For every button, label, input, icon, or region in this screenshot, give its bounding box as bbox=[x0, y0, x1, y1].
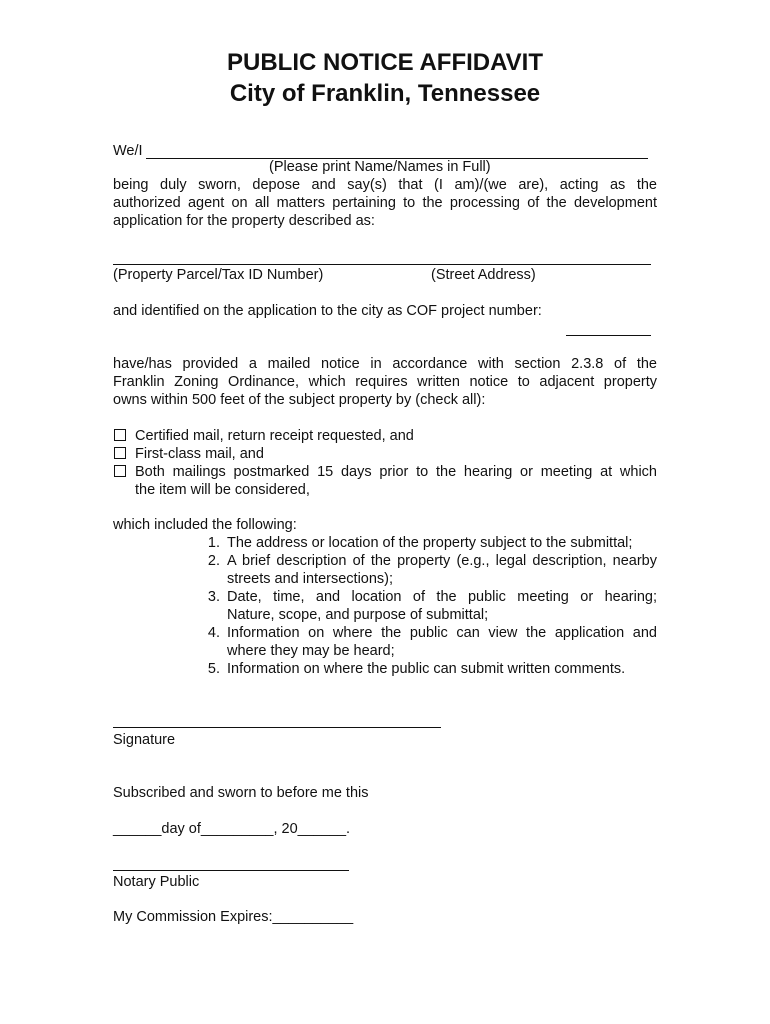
notice-line: have/has provided a mailed notice in accordance with section 2.3.8 of the bbox=[113, 356, 657, 372]
statement-line: authorized agent on all matters pertaining to the processing of the development bbox=[113, 195, 657, 211]
notary-label: Notary Public bbox=[113, 874, 200, 890]
signature-input-line[interactable] bbox=[113, 727, 441, 728]
commission-expires-field[interactable]: My Commission Expires:__________ bbox=[113, 909, 354, 925]
certified-mail-checkbox[interactable] bbox=[114, 429, 126, 441]
list-item bbox=[227, 660, 657, 678]
notice-paragraph bbox=[113, 355, 657, 409]
list-item-text: Information on where the public can submit written comments. bbox=[227, 661, 626, 677]
certified-mail-label: Certified mail, return receipt requested, and bbox=[135, 428, 414, 444]
both-mailings-label: Both mailings postmarked 15 days prior to the hearing or meeting at which bbox=[135, 464, 657, 480]
project-number-text: and identified on the application to the city as COF project number: bbox=[113, 303, 542, 319]
date-line[interactable]: ______day of_________, 20______. bbox=[113, 821, 351, 837]
notary-input-line[interactable] bbox=[113, 870, 349, 871]
list-item-text: Nature, scope, and purpose of submittal; bbox=[227, 607, 489, 623]
list-number: 3. bbox=[207, 589, 220, 605]
list-number: 5. bbox=[207, 661, 220, 677]
document-subtitle: City of Franklin, Tennessee bbox=[229, 80, 541, 107]
list-number: 2. bbox=[207, 553, 220, 569]
signature-label: Signature bbox=[113, 732, 176, 748]
list-number: 4. bbox=[207, 625, 220, 641]
list-item-text: A brief description of the property (e.g., legal description, nearby bbox=[227, 553, 657, 569]
sworn-text: Subscribed and sworn to before me this bbox=[113, 785, 369, 801]
list-item bbox=[227, 588, 657, 624]
list-item-text: The address or location of the property subject to the submittal; bbox=[227, 535, 633, 551]
sworn-statement bbox=[113, 176, 657, 230]
project-number-input-line[interactable] bbox=[566, 335, 651, 336]
property-input-line[interactable] bbox=[113, 264, 651, 265]
name-hint: (Please print Name/Names in Full) bbox=[269, 159, 491, 175]
both-mailings-checkbox[interactable] bbox=[114, 465, 126, 477]
list-item-text: Date, time, and location of the public meeting or hearing; bbox=[227, 589, 657, 605]
list-item bbox=[227, 534, 657, 552]
notice-line: Franklin Zoning Ordinance, which requires written notice to adjacent property bbox=[113, 374, 657, 390]
statement-line: application for the property described as: bbox=[113, 213, 375, 229]
first-class-mail-checkbox[interactable] bbox=[114, 447, 126, 459]
included-intro: which included the following: bbox=[113, 517, 297, 533]
list-item bbox=[227, 624, 657, 660]
list-item-text: streets and intersections); bbox=[227, 571, 394, 587]
notice-line: owns within 500 feet of the subject property by (check all): bbox=[113, 392, 486, 408]
list-item-text: where they may be heard; bbox=[227, 643, 395, 659]
both-mailings-label-cont: the item will be considered, bbox=[135, 482, 310, 498]
parcel-label: (Property Parcel/Tax ID Number) bbox=[113, 267, 324, 283]
document-title: PUBLIC NOTICE AFFIDAVIT bbox=[227, 49, 543, 76]
list-item-text: Information on where the public can view the application and bbox=[227, 625, 657, 641]
street-address-label: (Street Address) bbox=[431, 267, 536, 283]
first-class-mail-label: First-class mail, and bbox=[135, 446, 264, 462]
list-number: 1. bbox=[207, 535, 220, 551]
we-i-label: We/I bbox=[113, 143, 143, 159]
statement-line: being duly sworn, depose and say(s) that (I am)/(we are), acting as the bbox=[113, 177, 657, 193]
list-item bbox=[227, 552, 657, 588]
